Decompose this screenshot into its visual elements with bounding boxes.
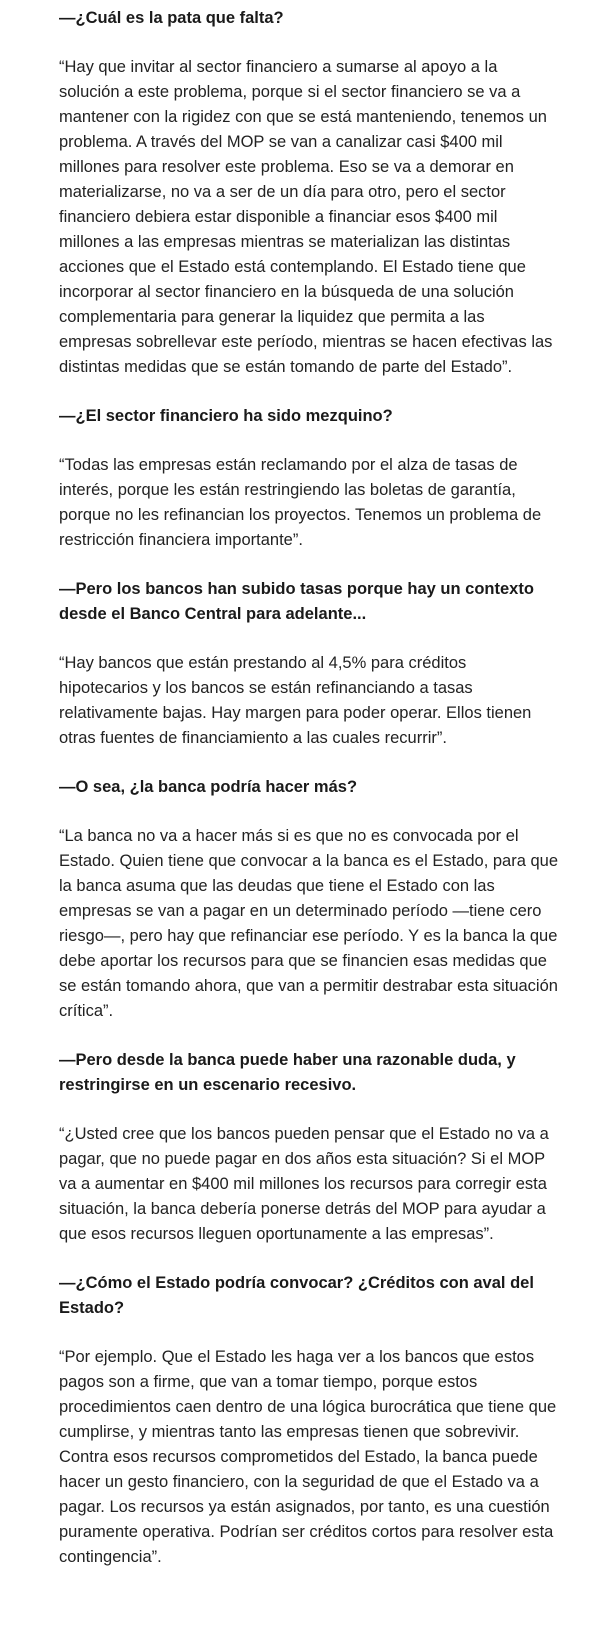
qa-block-2 (59, 404, 559, 553)
qa-block-6 (59, 1271, 559, 1570)
interview-answer: “La banca no va a hacer más si es que no es convocada por el Estado. Quien tiene que convocar a la banca es el Estado, para que la banca asuma que las deudas que tiene el Estado con las empresas se van a pagar en un determinado período —tiene cero riesgo—, pero hay que refinanciar ese período. Y es la banca la que debe aportar los recursos para que se financien esas medidas que se están tomando ahora, que van a permitir destrabar esta situación crítica”. (59, 827, 559, 1020)
interview-question: —¿El sector financiero ha sido mezquino? (59, 407, 393, 425)
interview-question: —O sea, ¿la banca podría hacer más? (59, 778, 358, 796)
interview-answer: “¿Usted cree que los bancos pueden pensar que el Estado no va a pagar, que no puede pagar en dos años esta situación? Si el MOP va a aumentar en $400 mil millones los recursos para corregir esta situación, la banca debería ponerse detrás del MOP para ayudar a que esos recursos lleguen oportunamente a las empresas”. (59, 1125, 549, 1243)
interview-answer: “Todas las empresas están reclamando por el alza de tasas de interés, porque les están restringiendo las boletas de garantía, porque no les refinancian los proyectos. Tenemos un problema de restricción financiera importante”. (59, 456, 542, 549)
interview-answer: “Hay que invitar al sector financiero a sumarse al apoyo a la solución a este problema, porque si el sector financiero se va a mantener con la rigidez con que se está manteniendo, tenemos un problema. A través del MOP se van a canalizar casi $400 mil millones para resolver este problema. Eso se va a demorar en materializarse, no va a ser de un día para otro, pero el sector financiero debiera estar disponible a financiar esos $400 mil millones a las empresas mientras se materializan las distintas acciones que el Estado está contemplando. El Estado tiene que incorporar al sector financiero en la búsqueda de una solución complementaria para generar la liquidez que permita a las empresas sobrellevar este período, mientras se hacen efectivas las distintas medidas que se están tomando de parte del Estado”. (59, 58, 553, 376)
qa-block-5 (59, 1048, 559, 1247)
interview-question: —Pero desde la banca puede haber una razonable duda, y restringirse en un escenario recesivo. (59, 1051, 516, 1094)
interview-question: —¿Cómo el Estado podría convocar? ¿Créditos con aval del Estado? (59, 1274, 534, 1317)
interview-question: —Pero los bancos han subido tasas porque hay un contexto desde el Banco Central para adelante... (59, 580, 534, 623)
qa-block-1 (59, 6, 559, 380)
interview-answer: “Hay bancos que están prestando al 4,5% para créditos hipotecarios y los bancos se están refinanciando a tasas relativamente bajas. Hay margen para poder operar. Ellos tienen otras fuentes de financiamiento a las cuales recurrir”. (59, 654, 532, 747)
qa-block-4 (59, 775, 559, 1024)
interview-question: —¿Cuál es la pata que falta? (59, 9, 284, 27)
qa-block-3 (59, 577, 559, 751)
interview-answer: “Por ejemplo. Que el Estado les haga ver a los bancos que estos pagos son a firme, que van a tomar tiempo, porque estos procedimientos caen dentro de una lógica burocrática que tiene que cumplirse, y mientras tanto las empresas tienen que sobrevivir. Contra esos recursos comprometidos del Estado, la banca puede hacer un gesto financiero, con la seguridad de que el Estado va a pagar. Los recursos ya están asignados, por tanto, es una cuestión puramente operativa. Podrían ser créditos cortos para resolver esta contingencia”. (59, 1348, 557, 1566)
